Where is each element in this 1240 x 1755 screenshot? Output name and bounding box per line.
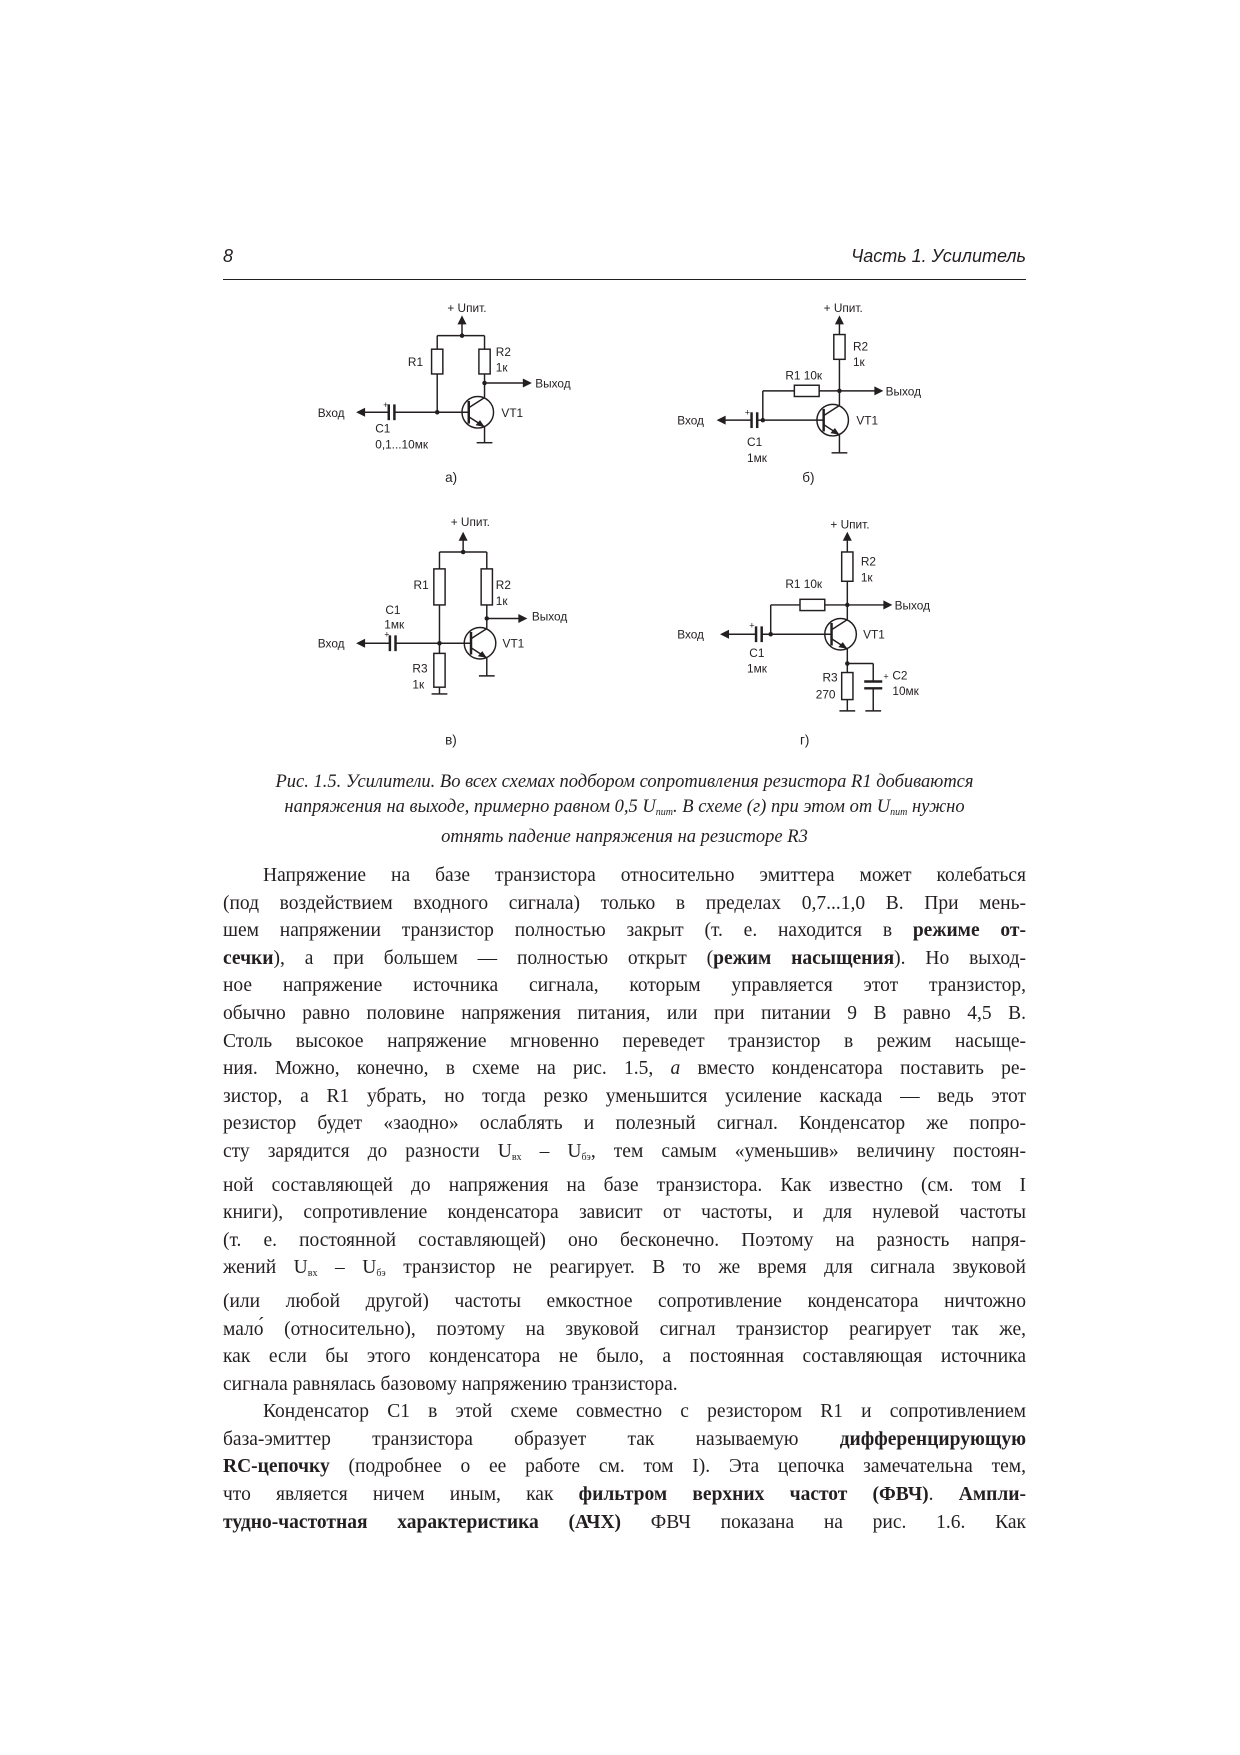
text-run: (т. е. постоянной составляющей) оно бесконечно. Поэтому на разность напря- <box>223 1229 1026 1251</box>
c1-label: C1 <box>749 645 765 660</box>
text-run: вместо конденсатора поставить ре- <box>680 1058 1026 1080</box>
text-run: отнять падение напряжения на резисторе R3 <box>441 827 808 847</box>
paragraph <box>223 862 1026 1398</box>
running-title: Часть 1. Усилитель <box>851 246 1026 266</box>
input-label: Вход <box>677 627 704 642</box>
text-run: как если бы этого конденсатора не было, а постоянная составляющая источника <box>223 1346 1026 1368</box>
c2-value: 10мк <box>892 684 919 699</box>
circuit-v <box>318 515 568 748</box>
caption-line <box>223 825 1026 850</box>
supply-label: + Uпит. <box>447 301 487 316</box>
subscript: пит <box>890 806 908 818</box>
text-line <box>223 890 1026 918</box>
output-label: Выход <box>535 376 571 391</box>
resistor-r1 <box>432 349 443 374</box>
output-label: Выход <box>894 598 931 613</box>
text-line <box>223 1288 1026 1316</box>
arrow-up-icon <box>457 315 466 324</box>
paragraph <box>223 1398 1026 1536</box>
plus-sign: + <box>883 671 889 682</box>
text-run: резистор будет «заодно» ослаблять и полезный сигнал. Конденсатор же попро- <box>223 1113 1026 1135</box>
text-run: (под воздействием входного сигнала) только в пределах 0,7...1,0 В. При мень- <box>223 892 1026 914</box>
input-label: Вход <box>677 413 704 428</box>
text-run: – U <box>317 1257 377 1279</box>
subscript: вх <box>307 1268 318 1280</box>
supply-label: + Uпит. <box>830 517 870 532</box>
text-run: ). Но выход- <box>894 947 1026 969</box>
header-rule <box>223 279 1026 280</box>
c1-value: 0,1...10мк <box>375 437 429 452</box>
text-run: , тем самым «уменьшив» величину постоян- <box>590 1140 1026 1162</box>
text-run: напряжения на выходе, примерно равном 0,5 U <box>284 796 656 817</box>
figure-caption <box>223 770 1026 850</box>
text-run: ной составляющей до напряжения на базе транзистора. Как известно (см. том I <box>223 1174 1026 1196</box>
text-run: жений U <box>223 1257 308 1279</box>
c1-label: C1 <box>385 602 401 617</box>
text-run: Конденсатор C1 в этой схеме совместно с резистором R1 и сопротивлением <box>263 1401 1026 1423</box>
text-line <box>223 972 1026 1000</box>
supply-label: + Uпит. <box>823 301 863 316</box>
subscript: пит <box>655 806 674 818</box>
bold-term: RC-цепочку <box>223 1456 330 1478</box>
text-run: (подробнее о ее работе см. том I). Эта цепочка замечательна тем, <box>329 1456 1026 1478</box>
text-run: сигнала равнялась базовому напряжению транзистора. <box>223 1373 678 1395</box>
text-run: транзистор не реагирует. В то же время для сигнала звуковой <box>385 1257 1026 1279</box>
circuit-g <box>677 517 930 747</box>
text-run: ), а при большем — полностью открыт ( <box>273 947 714 969</box>
text-run: мало́ (относительно), поэтому на звуковой сигнал транзистор реагирует так же, <box>223 1318 1026 1340</box>
text-line <box>223 1199 1026 1227</box>
subscript: вх <box>511 1151 522 1163</box>
text-run: ное напряжение источника сигнала, которым управляется этот транзистор, <box>223 975 1026 997</box>
text-line <box>223 1453 1026 1481</box>
text-line <box>223 1028 1026 1056</box>
supply-label: + Uпит. <box>450 515 490 530</box>
r2-label: R2 <box>860 554 876 569</box>
subfigure-label: в) <box>445 732 457 748</box>
italic-text: а <box>670 1058 681 1080</box>
r1-label: R1 10к <box>785 577 823 592</box>
text-line <box>223 1509 1026 1537</box>
resistor-r2 <box>479 349 490 374</box>
text-run: сту зарядится до разности U <box>223 1140 512 1162</box>
text-run: ния. Можно, конечно, в схеме на рис. 1.5, <box>223 1058 671 1080</box>
subfigure-label: б) <box>802 470 815 486</box>
text-run: – U <box>521 1140 582 1162</box>
r2-value: 1к <box>860 570 873 585</box>
r2-value: 1к <box>852 355 865 370</box>
text-run: . В схеме (г) при этом от U <box>673 796 891 817</box>
r2-label: R2 <box>495 578 511 593</box>
bold-term: фильтром верхних частот (ФВЧ) <box>578 1484 929 1506</box>
c1-label: C1 <box>375 421 391 436</box>
output-label: Выход <box>885 384 922 399</box>
c2-label: C2 <box>892 668 908 683</box>
text-line <box>223 862 1026 890</box>
bold-term: режиме от- <box>912 920 1026 942</box>
text-run: книги), сопротивление конденсатора зависит от частоты, и для нулевой частоты <box>223 1202 1026 1224</box>
text-line <box>223 1254 1026 1288</box>
text-line <box>223 1110 1026 1138</box>
r2-value: 1к <box>495 360 508 375</box>
bold-term: Ампли- <box>958 1484 1027 1506</box>
text-line <box>223 1481 1026 1509</box>
r2-value: 1к <box>495 593 508 608</box>
figure-amplifier-circuits <box>293 287 969 755</box>
text-line <box>223 1055 1026 1083</box>
text-line <box>223 1398 1026 1426</box>
bold-term: дифференцирующую <box>839 1428 1026 1450</box>
plus-sign: + <box>384 629 390 640</box>
caption-line <box>223 770 1026 795</box>
bold-term: сечки <box>223 947 274 969</box>
r3-label: R3 <box>412 661 428 676</box>
c1-value: 1мк <box>747 450 767 465</box>
text-line <box>223 1172 1026 1200</box>
c1-value: 1мк <box>384 617 405 632</box>
subscript: бэ <box>581 1151 591 1163</box>
r1-label: R1 <box>407 355 424 370</box>
r3-value: 1к <box>412 677 425 692</box>
vt1-label: VT1 <box>502 636 525 651</box>
caption-line <box>223 795 1026 826</box>
r3-label: R3 <box>822 670 838 685</box>
vt1-label: VT1 <box>856 413 879 428</box>
c1-label: C1 <box>747 435 763 450</box>
page-number: 8 <box>223 246 234 266</box>
output-label: Выход <box>531 609 568 624</box>
text-line <box>223 1227 1026 1255</box>
text-line <box>223 1343 1026 1371</box>
text-run: Столь высокое напряжение мгновенно переведет транзистор в режим насыще- <box>223 1030 1026 1052</box>
text-line <box>223 1371 1026 1399</box>
subfigure-label: г) <box>800 732 810 748</box>
text-run: шем напряжении транзистор полностью закрыт (т. е. находится в <box>223 920 913 942</box>
text-line <box>223 1316 1026 1344</box>
text-line <box>223 1083 1026 1111</box>
text-run: что является ничем иным, как <box>223 1484 579 1506</box>
circuit-b <box>677 301 921 485</box>
input-label: Вход <box>317 405 345 420</box>
plus-sign: + <box>383 399 389 410</box>
vt1-label: VT1 <box>501 405 524 420</box>
text-run: . <box>928 1484 959 1506</box>
text-run: Рис. 1.5. Усилители. Во всех схемах подбором сопротивления резистора R1 добиваются <box>275 772 974 792</box>
plus-sign: + <box>744 407 751 418</box>
r2-label: R2 <box>495 344 511 359</box>
text-line <box>223 945 1026 973</box>
r1-label: R1 10к <box>785 368 823 383</box>
vt1-label: VT1 <box>863 627 885 642</box>
text-run: ФВЧ показана на рис. 1.6. Как <box>621 1511 1026 1533</box>
r2-label: R2 <box>852 339 869 354</box>
subscript: бэ <box>376 1268 386 1280</box>
bold-term: тудно-частотная характеристика (АЧХ) <box>223 1511 622 1533</box>
text-run: нужно <box>907 796 965 817</box>
text-line <box>223 1000 1026 1028</box>
text-line <box>223 1138 1026 1172</box>
body-text <box>223 862 1026 1536</box>
subfigure-label: а) <box>445 470 458 486</box>
input-label: Вход <box>317 636 345 651</box>
text-run: база-эмиттер транзистора образует так называемую <box>223 1428 840 1450</box>
text-line <box>223 917 1026 945</box>
text-run: Напряжение на базе транзистора относительно эмиттера может колебаться <box>263 865 1026 886</box>
text-line <box>223 1426 1026 1454</box>
text-run: (или любой другой) частоты емкостное сопротивление конденсатора ничтожно <box>223 1290 1026 1312</box>
bold-term: режим насыщения <box>713 947 895 969</box>
r3-value: 270 <box>815 687 836 702</box>
r1-label: R1 <box>413 578 429 593</box>
c1-value: 1мк <box>747 661 767 676</box>
text-run: обычно равно половине напряжения питания, или при питании 9 В равно 4,5 В. <box>223 1002 1026 1024</box>
circuit-a <box>318 301 571 485</box>
plus-sign: + <box>749 620 755 631</box>
text-run: зистор, а R1 убрать, но тогда резко уменьшится усиление каскада — ведь этот <box>223 1085 1026 1107</box>
